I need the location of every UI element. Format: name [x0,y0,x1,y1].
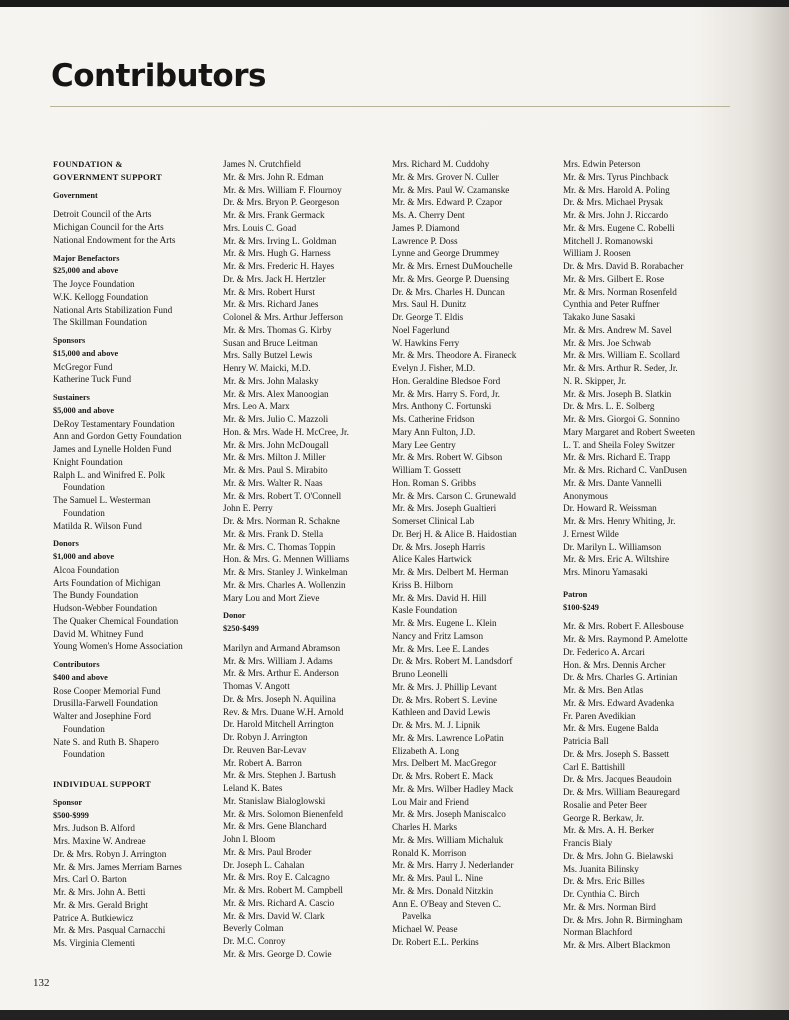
list-item: Hon. & Mrs. Wade H. McCree, Jr. [223,426,349,437]
list-item: Mr. & Mrs. Paul S. Mirabito [223,465,328,475]
list-item: Foundation [63,749,105,760]
list-item: Mr. & Mrs. Harold A. Poling [563,184,670,195]
list-item: Beverly Colman [223,923,284,934]
list-item: Mary Lou and Mort Zieve [223,592,320,603]
list-item: William J. Roosen [563,248,631,259]
list-item: National Endowment for the Arts [53,234,176,245]
list-item: Patricia Ball [563,736,609,746]
list-item: John E. Perry [223,503,273,514]
list-item: W.K. Kellogg Foundation [53,291,149,302]
amount-range: $400 and above [53,672,108,682]
list-item: Mr. & Mrs. Robert T. O'Connell [223,490,342,501]
list-item: Hon. & Mrs. Dennis Archer [563,659,666,670]
list-item: Mr. & Mrs. Robert M. Campbell [223,885,343,895]
section-heading: FOUNDATION & [53,159,123,169]
list-item: Colonel & Mrs. Arthur Jefferson [223,312,344,322]
amount-range: $100-$249 [563,602,599,612]
list-item: Thomas V. Angott [223,681,290,691]
list-item: Kathleen and David Lewis [392,707,491,718]
list-item: Mr. & Mrs. William F. Flournoy [223,184,342,195]
list-item: Detroit Council of the Arts [53,209,152,220]
list-item: Rose Cooper Memorial Fund [53,685,161,696]
list-item: Lawrence P. Doss [392,235,458,246]
list-item: Mr. & Mrs. Gene Blanchard [223,821,327,832]
list-item: Knight Foundation [53,456,123,467]
list-item: Mr. & Mrs. Frank Germack [223,210,325,220]
category-heading: Major Benefactors [53,253,120,263]
list-item: Katherine Tuck Fund [53,374,132,385]
page-number: 132 [33,977,50,989]
list-item: Mr. & Mrs. Joseph Gualtieri [392,503,497,514]
list-item: Mr. & Mrs. A. H. Berker [563,825,655,836]
list-item: Mr. & Mrs. Alex Manoogian [223,388,329,399]
list-item: Dr. & Mrs. Joseph Harris [392,541,485,552]
list-item: Dr. George T. Eldis [392,312,464,322]
list-item: Mr. & Mrs. John R. Edman [223,171,324,182]
list-item: Mitchell J. Romanowski [563,235,654,246]
list-item: Mr. & Mrs. Gerald Bright [53,899,148,910]
list-item: Mr. & Mrs. John Malasky [223,375,319,386]
list-item: Mr. & Mrs. Andrew M. Savel [563,324,672,335]
list-item: Takako June Sasaki [563,312,636,322]
list-item: Young Women's Home Association [53,641,183,652]
list-item: Dr. Joseph L. Cahalan [223,859,305,870]
list-item: Mr. & Mrs. James Merriam Barnes [53,861,182,872]
list-item: Hon. & Mrs. G. Mennen Williams [223,554,350,565]
list-item: National Arts Stabilization Fund [53,304,173,315]
list-item: Ronald K. Morrison [392,847,467,858]
list-item: Mr. & Mrs. Norman Bird [563,901,656,912]
list-item: Mr. & Mrs. Stephen J. Bartush [223,770,336,781]
list-item: Rosalie and Peter Beer [563,799,647,810]
list-item: Lynne and George Drummey [392,248,500,259]
list-item: Foundation [63,507,105,518]
list-item: Mr. & Mrs. Giorgoi G. Sonnino [563,414,680,424]
list-item: W. Hawkins Ferry [392,337,460,348]
list-item: Mr. & Mrs. John McDougall [223,439,329,450]
list-item: Dr. & Mrs. L. E. Solberg [563,401,655,412]
section-heading: GOVERNMENT SUPPORT [53,171,162,182]
list-item: Somerset Clinical Lab [392,516,475,526]
list-item: Mr. & Mrs. John A. Betti [53,887,146,897]
amount-range: $250-$499 [223,624,259,633]
list-item: Dr. & Mrs. Charles H. Duncan [392,286,505,297]
top-rule [0,0,789,7]
list-item: Foundation [63,723,105,734]
list-item: Mr. & Mrs. Paul L. Nine [392,873,483,883]
category-heading: Donors [53,539,79,549]
list-item: Mr. & Mrs. Eugene Balda [563,723,659,734]
title-divider [50,106,730,107]
list-item: Mrs. Sally Butzel Lewis [223,350,313,361]
list-item: Mrs. Saul H. Dunitz [392,299,467,310]
list-item: Mr. & Mrs. Norman Rosenfeld [563,286,677,297]
list-item: Michigan Council for the Arts [53,222,164,232]
list-item: Evelyn J. Fisher, M.D. [392,363,476,373]
category-heading: Sustainers [53,393,90,402]
list-item: J. Ernest Wilde [563,528,619,539]
list-item: Alcoa Foundation [53,564,120,575]
list-item: Mr. & Mrs. Eric A. Wiltshire [563,554,670,565]
list-item: James N. Crutchfield [223,159,301,169]
column-2 [223,158,393,961]
list-item: Elizabeth A. Long [392,745,460,756]
category-heading: Patron [563,589,588,599]
amount-range: $1,000 and above [53,552,115,561]
list-item: Mr. & Mrs. Stanley J. Winkelman [223,567,348,577]
list-item: Dr. Howard R. Weissman [563,503,657,514]
list-item: Mr. & Mrs. Joseph B. Slatkin [563,388,672,399]
list-item: Norman Blachford [563,927,633,938]
list-item: Marilyn and Armand Abramson [223,642,341,653]
list-item: Anonymous [563,490,608,501]
list-item: The Joyce Foundation [53,279,135,289]
list-item: Mrs. Edwin Peterson [563,159,641,169]
list-item: The Skillman Foundation [53,317,147,328]
amount-range: $15,000 and above [53,348,119,358]
list-item: Mr. & Mrs. Ben Atlas [563,685,644,695]
list-item: Leland K. Bates [223,783,283,793]
list-item: Mrs. Carl O. Barton [53,874,127,885]
list-item: Mary Margaret and Robert Sweeten [563,426,695,437]
list-item: Patrice A. Butkiewicz [53,912,134,923]
amount-range: $500-$999 [53,810,89,820]
list-item: Cynthia and Peter Ruffner [563,299,660,310]
category-heading: Government [53,190,98,200]
list-item: Mrs. Maxine W. Andreae [53,836,146,846]
list-item: Dr. & Mrs. John G. Bielawski [563,850,674,861]
list-item: Mr. & Mrs. Walter R. Naas [223,477,323,488]
list-item: Mr. & Mrs. Hugh G. Harness [223,248,331,259]
list-item: Mr. & Mrs. Ernest DuMouchelle [392,261,513,271]
list-item: Ms. Catherine Fridson [392,414,475,424]
list-item: Mr. & Mrs. Lawrence LoPatin [392,732,504,743]
list-item: Mr. & Mrs. William E. Scollard [563,350,680,361]
list-item: Mr. & Mrs. Roy E. Calcagno [223,872,330,883]
list-item: Mr. Stanislaw Bialoglowski [223,795,326,806]
list-item: Rev. & Mrs. Duane W.H. Arnold [223,706,344,717]
list-item: Mr. & Mrs. Henry Whiting, Jr. [563,516,676,526]
list-item: Mary Ann Fulton, J.D. [392,426,476,437]
list-item: Mr. & Mrs. Carson C. Grunewald [392,490,517,501]
list-item: Mr. & Mrs. Gilbert E. Rose [563,273,665,284]
list-item: Mr. & Mrs. Paul Broder [223,846,312,857]
list-item: Foundation [63,482,105,493]
list-item: Charles H. Marks [392,822,458,832]
page-title: Contributors [51,58,266,94]
list-item: Mr. & Mrs. William Michaluk [392,834,504,845]
list-item: Dr. & Mrs. David B. Rorabacher [563,261,684,271]
list-item: James P. Diamond [392,222,460,233]
list-item: Dr. & Mrs. Robert M. Landsdorf [392,656,513,667]
list-item: Ms. Juanita Bilinsky [563,863,639,874]
list-item: Mrs. Anthony C. Fortunski [392,401,492,412]
list-item: Dr. & Mrs. Robyn J. Arrington [53,848,167,859]
list-item: Mr. & Mrs. Tyrus Pinchback [563,171,669,182]
list-item: Mr. & Mrs. Robert W. Gibson [392,452,503,463]
list-item: Arts Foundation of Michigan [53,577,161,588]
list-item: Mr. & Mrs. Wilber Hadley Mack [392,783,514,794]
list-item: Dr. & Mrs. William Beauregard [563,787,680,797]
list-item: Mr. & Mrs. Harry J. Nederlander [392,860,514,871]
list-item: Mr. & Mrs. Richard Janes [223,299,319,310]
list-item: Drusilla-Farwell Foundation [53,698,158,709]
list-item: Dr. & Mrs. John R. Birmingham [563,914,683,925]
list-item: Dr. & Mrs. Michael Prysak [563,197,664,208]
list-item: Mr. & Mrs. William J. Adams [223,655,333,666]
section-heading: INDIVIDUAL SUPPORT [53,779,152,789]
list-item: The Samuel L. Westerman [53,495,151,505]
list-item: Walter and Josephine Ford [53,711,152,721]
list-item: Dr. Cynthia C. Birch [563,889,640,899]
list-item: Mr. & Mrs. George P. Duensing [392,273,510,284]
list-item: Ann and Gordon Getty Foundation [53,431,182,442]
list-item: Dr. M.C. Conroy [223,936,286,946]
list-item: Dr. & Mrs. M. J. Lipnik [392,720,481,730]
list-item: Francis Bialy [563,838,613,848]
list-item: Dr. & Mrs. Joseph N. Aquilina [223,693,336,704]
list-item: Mr. & Mrs. Richard C. VanDusen [563,465,687,475]
list-item: Dr. Reuven Bar-Levav [223,744,307,755]
list-item: Nancy and Fritz Lamson [392,630,484,641]
list-item: Dr. & Mrs. Jacques Beaudoin [563,774,672,785]
list-item: Dr. & Mrs. Charles G. Artinian [563,672,678,683]
list-item: Alice Kales Hartwick [392,554,472,565]
list-item: Dr. & Mrs. Joseph S. Bassett [563,748,670,759]
list-item: Mr. & Mrs. David W. Clark [223,910,325,921]
list-item: John I. Bloom [223,834,276,844]
list-item: Mr. & Mrs. Richard A. Cascio [223,897,335,908]
list-item: Mr. & Mrs. Milton J. Miller [223,452,326,463]
list-item: Mr. & Mrs. Joseph Maniscalco [392,809,506,820]
list-item: Hon. Geraldine Bledsoe Ford [392,375,501,386]
list-item: Mr. & Mrs. Robert Hurst [223,286,315,297]
list-item: Mr. & Mrs. Dante Vannelli [563,477,662,488]
list-item: Mr. & Mrs. Irving L. Goldman [223,235,337,246]
amount-range: $5,000 and above [53,405,115,415]
list-item: Ralph L. and Winifred E. Polk [53,469,165,480]
list-item: Hon. Roman S. Gribbs [392,477,476,488]
list-item: William T. Gossett [392,465,461,475]
list-item: Mr. & Mrs. Eugene L. Klein [392,618,497,628]
list-item: Mr. & Mrs. C. Thomas Toppin [223,541,336,552]
list-item: Mr. & Mrs. Julio C. Mazzoli [223,414,329,424]
list-item: Mr. & Mrs. John J. Riccardo [563,210,669,220]
list-item: L. T. and Sheila Foley Switzer [563,439,675,450]
list-item: Mary Lee Gentry [392,439,456,450]
list-item: George R. Berkaw, Jr. [563,812,644,823]
list-item: Mr. & Mrs. Paul W. Czamanske [392,184,510,195]
list-item: Ms. A. Cherry Dent [392,210,465,220]
list-item: Mr. & Mrs. Harry S. Ford, Jr. [392,388,500,399]
list-item: Mr. & Mrs. Charles A. Wollenzin [223,579,346,590]
list-item: Nate S. and Ruth B. Shapero [53,736,159,747]
category-heading: Sponsor [53,797,83,807]
list-item: Kasle Foundation [392,605,458,616]
list-item: Kriss B. Hilborn [392,579,453,590]
list-item: Mr. & Mrs. Albert Blackmon [563,940,671,950]
list-item: Ms. Virginia Clementi [53,938,136,948]
list-item: Mr. & Mrs. Thomas G. Kirby [223,324,332,335]
bottom-rule [0,1010,789,1020]
list-item: Matilda R. Wilson Fund [53,520,142,531]
list-item: Mr. & Mrs. Edward P. Czapor [392,197,503,208]
list-item: The Quaker Chemical Foundation [53,615,179,626]
list-item: Mr. & Mrs. Joe Schwab [563,337,651,348]
column-3 [392,158,562,949]
list-item: N. R. Skipper, Jr. [563,375,627,386]
list-item: Noel Fagerlund [392,324,450,335]
category-heading: Sponsors [53,336,86,345]
list-item: Mr. & Mrs. Theodore A. Firaneck [392,350,517,361]
list-item: Mrs. Minoru Yamasaki [563,567,648,577]
list-item: Dr. Federico A. Arcari [563,646,645,657]
list-item: Mr. Robert A. Barron [223,757,302,768]
list-item: Dr. & Mrs. Robert S. Levine [392,694,498,705]
list-item: Mr. & Mrs. Frederic H. Hayes [223,261,335,271]
list-item: Dr. & Mrs. Bryon P. Georgeson [223,197,340,208]
list-item: The Bundy Foundation [53,590,139,601]
list-item: Mrs. Leo A. Marx [223,401,290,412]
list-item: Mr. & Mrs. Solomon Bienenfeld [223,808,343,819]
list-item: Bruno Leonelli [392,669,448,679]
category-heading: Contributors [53,660,100,669]
list-item: Mrs. Delbert M. MacGregor [392,758,497,769]
list-item: Henry W. Maicki, M.D. [223,363,311,373]
list-item: Mr. & Mrs. George D. Cowie [223,948,332,959]
list-item: Mr. & Mrs. Lee E. Landes [392,643,489,654]
list-item: Mrs. Richard M. Cuddohy [392,159,490,169]
list-item: Mr. & Mrs. Eugene C. Robelli [563,222,675,233]
column-1 [53,158,221,950]
list-item: Ann E. O'Beay and Steven C. [392,898,502,909]
list-item: Dr. Berj H. & Alice B. Haidostian [392,528,517,539]
list-item: Michael W. Pease [392,924,458,934]
list-item: Lou Mair and Friend [392,796,469,807]
category-heading: Donor [223,611,246,621]
list-item: Mrs. Louis C. Goad [223,222,297,233]
list-item: Mr. & Mrs. Arthur E. Anderson [223,668,339,679]
list-item: Dr. & Mrs. Norman R. Schakne [223,516,340,526]
list-item: Mrs. Judson B. Alford [53,823,135,834]
list-item: DeRoy Testamentary Foundation [53,418,175,429]
list-item: Mr. & Mrs. David H. Hill [392,592,487,603]
list-item: Dr. Harold Mitchell Arrington [223,719,334,730]
list-item: Hudson-Webber Foundation [53,603,158,613]
list-item: McGregor Fund [53,361,113,372]
list-item: Dr. Marilyn L. Williamson [563,541,662,552]
list-item: Mr. & Mrs. Grover N. Culler [392,171,499,182]
list-item: Dr. & Mrs. Robert E. Mack [392,771,494,781]
list-item: Fr. Paren Avedikian [563,710,636,721]
list-item: Mr. & Mrs. Frank D. Stella [223,528,324,539]
amount-range: $25,000 and above [53,266,119,276]
list-item: Mr. & Mrs. Arthur R. Seder, Jr. [563,363,678,373]
list-item: Carl E. Battishill [563,761,626,772]
list-item: Dr. Robert E.L. Perkins [392,936,479,947]
list-item: Mr. & Mrs. Pasqual Carnacchi [53,925,166,936]
list-item: Mr. & Mrs. Robert F. Allesbouse [563,621,684,632]
list-item: Mr. & Mrs. Raymond P. Amelotte [563,634,688,644]
list-item: Mr. & Mrs. Delbert M. Herman [392,567,509,577]
list-item: Mr. & Mrs. Richard E. Trapp [563,452,671,463]
list-item: Susan and Bruce Leitman [223,337,318,348]
column-4 [563,158,735,952]
list-item: Dr. & Mrs. Eric Billes [563,876,645,887]
list-item: Pavelka [402,911,432,922]
list-item: James and Lynelle Holden Fund [53,444,172,454]
list-item: Mr. & Mrs. Donald Nitzkin [392,885,494,896]
list-item: Dr. Robyn J. Arrington [223,732,308,742]
list-item: David M. Whitney Fund [53,628,144,639]
list-item: Dr. & Mrs. Jack H. Hertzler [223,273,326,284]
list-item: Mr. & Mrs. J. Phillip Levant [392,681,497,692]
list-item: Mr. & Mrs. Edward Avadenka [563,697,675,708]
